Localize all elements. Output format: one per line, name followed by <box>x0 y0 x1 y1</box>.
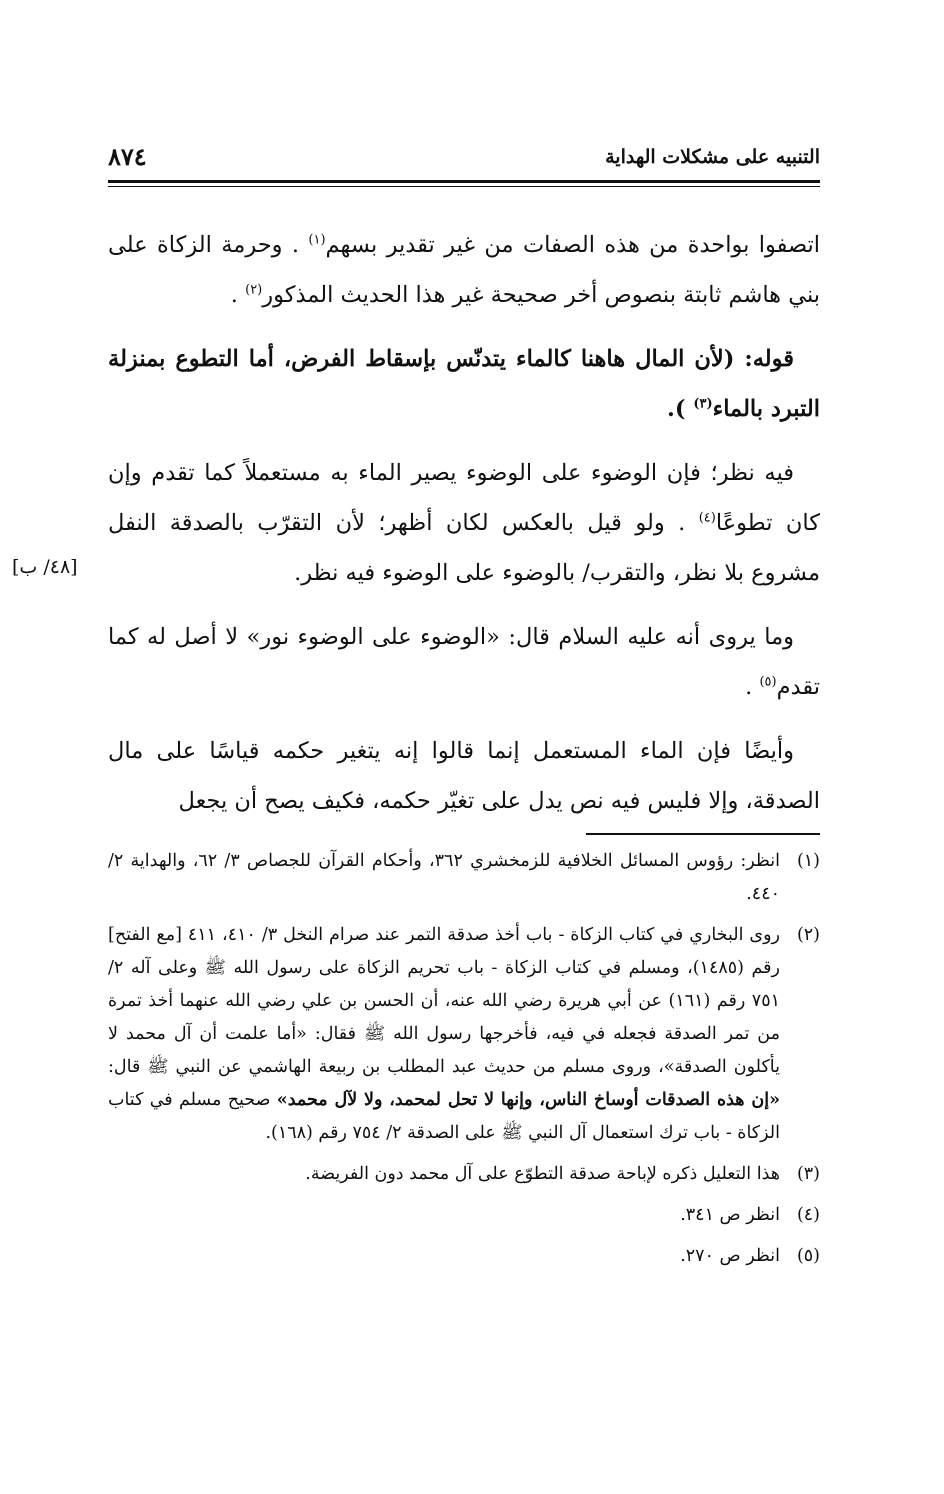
running-header <box>108 140 820 176</box>
paragraph-1 <box>108 220 820 320</box>
header-rule-thick <box>108 180 820 183</box>
paragraph-text: ). <box>667 396 694 422</box>
footnote-ref-5[interactable]: (٥) <box>759 674 777 690</box>
footnote-number: (٤) <box>796 1205 820 1225</box>
footnote-ref-4[interactable]: (٤) <box>698 510 716 526</box>
book-title: التنبيه على مشكلات الهداية <box>605 146 820 168</box>
footnote-number: (٢) <box>796 925 820 945</box>
footnote-ref-3[interactable]: (٣) <box>693 396 713 412</box>
paragraph-text: وما يروى أنه عليه السلام قال: «الوضوء على الوضوء نور» لا أصل له كما تقدم <box>108 624 820 700</box>
paragraph-text: . <box>745 674 760 700</box>
paragraph-text: . <box>230 282 246 308</box>
footnote-3 <box>108 1158 820 1191</box>
footnote-number: (٣) <box>796 1164 820 1184</box>
footnote-separator <box>586 833 820 835</box>
paragraph-2-quote <box>108 334 820 434</box>
footnote-number: (١) <box>796 851 820 871</box>
footnote-2 <box>108 919 820 1150</box>
paragraph-3 <box>108 448 820 598</box>
footnote-text-part: روى البخاري في كتاب الزكاة - باب أخذ صدقة التمر عند صرام النخل ٣/ ٤١٠، ٤١١ [مع الفتح] رقم (١٤٨٥)، ومسلم في كتاب الزكاة - باب تحريم الزكاة على رسول الله ﷺ وعلى آله ٢/ ٧٥١ رقم (١٦١) عن أبي هريرة رضي الله عنه، أن الحسن بن علي رضي الله عنهما أخذ تمرة من تمر الصدقة فجعله في فيه، فأخرجها رسول الله ﷺ فقال: «أما علمت أن آل محمد لا يأكلون الصدقة»، وروى مسلم من حديث عبد المطلب بن ربيعة الهاشمي عن النبي ﷺ قال: <box>108 925 780 1077</box>
footnote-ref-2[interactable]: (٢) <box>245 282 263 298</box>
page-number: ٨٧٤ <box>108 142 147 171</box>
header-rule-thin <box>108 186 820 187</box>
paragraph-5 <box>108 726 820 826</box>
footnote-4 <box>108 1199 820 1232</box>
footnotes <box>108 845 820 1281</box>
footnote-text-part: صحيح مسلم في كتاب الزكاة - باب ترك استعمال آل النبي ﷺ على الصدقة ٢/ ٧٥٤ رقم (١٦٨). <box>108 1090 780 1143</box>
paragraph-text: فيه نظر؛ فإن الوضوء على الوضوء يصير الماء به مستعملاً كما تقدم وإن كان تطوعًا <box>108 460 820 536</box>
paragraph-text: . ولو قيل بالعكس لكان أظهر؛ لأن التقرّب بالصدقة النفل مشروع بلا نظر، والتقرب/ بالوضوء على الوضوء فيه نظر. <box>108 510 820 586</box>
main-text <box>108 220 820 840</box>
paragraph-text: قوله: (لأن المال هاهنا كالماء يتدنّس بإسقاط الفرض، أما التطوع بمنزلة التبرد بالماء <box>108 346 820 422</box>
footnote-1 <box>108 845 820 911</box>
footnote-number: (٥) <box>796 1246 820 1266</box>
footnote-text: انظر: رؤوس المسائل الخلافية للزمخشري ٣٦٢، وأحكام القرآن للجصاص ٣/ ٦٢، والهداية ٢/ ٤٤٠. <box>108 851 780 904</box>
footnote-text <box>108 919 780 1150</box>
footnote-text: انظر ص ٢٧٠. <box>680 1246 780 1266</box>
footnote-5 <box>108 1240 820 1273</box>
paragraph-4 <box>108 612 820 712</box>
paragraph-text: وأيضًا فإن الماء المستعمل إنما قالوا إنه يتغير حكمه قياسًا على مال الصدقة، وإلا فليس فيه نص يدل على تغيّر حكمه، فكيف يصح أن يجعل <box>108 738 820 814</box>
footnote-text: انظر ص ٣٤١. <box>680 1205 780 1225</box>
footnote-text: هذا التعليل ذكره لإباحة صدقة التطوّع على آل محمد دون الفريضة. <box>305 1164 780 1184</box>
manuscript-folio-note: [٤٨/ ب] <box>12 556 78 578</box>
paragraph-text: . وحرمة الزكاة على بني هاشم ثابتة بنصوص أخر صحيحة غير هذا الحديث المذكور <box>108 232 820 308</box>
paragraph-text: اتصفوا بواحدة من هذه الصفات من غير تقدير بسهم <box>325 232 820 258</box>
hadith-quote: «إن هذه الصدقات أوساخ الناس، وإنها لا تحل لمحمد، ولا لآل محمد» <box>276 1090 781 1110</box>
footnote-ref-1[interactable]: (١) <box>308 232 326 248</box>
